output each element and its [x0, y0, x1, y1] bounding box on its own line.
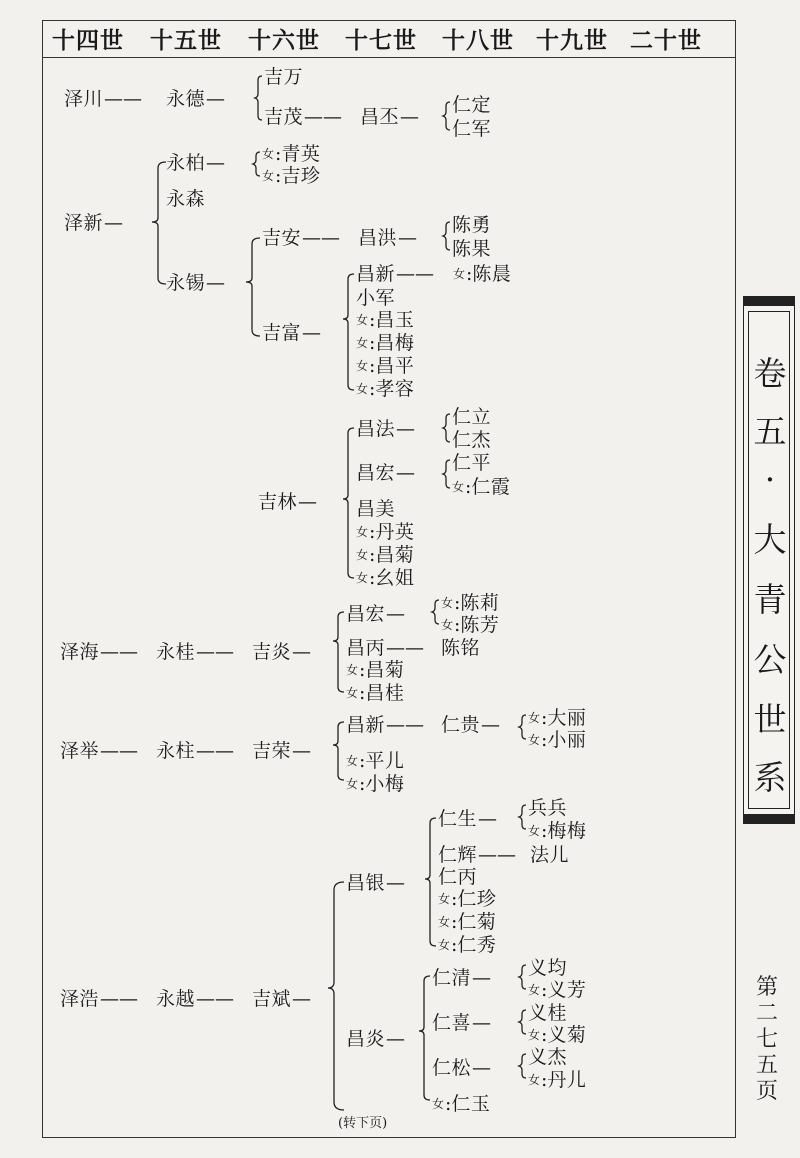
person-entry	[264, 66, 303, 88]
generation-label: 十八世	[442, 28, 514, 54]
person-name: 陈果	[452, 238, 492, 260]
person-name: 昌梅	[375, 332, 415, 354]
person-name: 吉茂	[264, 106, 304, 128]
female-marker: 女	[346, 777, 359, 791]
lineage-connector: —	[206, 88, 226, 110]
person-entry	[441, 592, 499, 614]
female-colon: :	[451, 888, 458, 910]
person-name: 泽川	[64, 88, 104, 110]
person-entry	[438, 866, 477, 888]
lineage-connector: —	[206, 152, 226, 174]
tab-inner-frame	[748, 311, 790, 809]
person-name: 吉林	[258, 491, 298, 513]
person-name: 仁玉	[451, 1093, 491, 1115]
female-colon: :	[465, 476, 472, 498]
female-marker: 女	[356, 336, 369, 350]
tab-top-bar	[743, 296, 795, 306]
side-title-char: 卷	[753, 354, 787, 393]
lineage-connector: ——	[304, 106, 343, 128]
side-title-char: 大	[753, 520, 787, 559]
female-colon: :	[541, 979, 548, 1001]
person-name: 仁秀	[457, 934, 497, 956]
person-name: 昌宏	[356, 462, 396, 484]
person-name: 仁珍	[457, 888, 497, 910]
person-name: 小军	[356, 287, 396, 309]
female-marker: 女	[346, 663, 359, 677]
person-name: 吉珍	[281, 165, 321, 187]
female-colon: :	[454, 614, 461, 636]
female-marker: 女	[346, 686, 359, 700]
generation-label: 十九世	[536, 28, 608, 54]
person-name: 仁清	[432, 967, 472, 989]
person-entry	[252, 988, 311, 1010]
lineage-connector: —	[478, 808, 498, 830]
generation-label: 二十世	[630, 28, 702, 54]
person-name: 昌新	[356, 263, 396, 285]
person-entry	[528, 729, 586, 751]
person-name: 仁立	[452, 406, 492, 428]
person-entry	[262, 322, 321, 344]
person-entry	[252, 641, 311, 663]
person-entry	[356, 287, 395, 309]
lineage-connector: —	[386, 1028, 406, 1050]
female-colon: :	[541, 729, 548, 751]
lineage-connector: —	[481, 714, 501, 736]
person-entry	[64, 212, 123, 234]
person-name: 青英	[281, 143, 321, 165]
lineage-connector: ——	[104, 88, 143, 110]
person-name: 泽浩	[60, 988, 100, 1010]
page-number-char: 二	[755, 1001, 778, 1026]
female-marker: 女	[528, 733, 541, 747]
lineage-connector: —	[386, 872, 406, 894]
female-marker: 女	[262, 169, 275, 183]
person-entry	[432, 1012, 491, 1034]
person-name: 大丽	[547, 707, 587, 729]
person-name: 昌菊	[365, 659, 405, 681]
page-number-char: 第	[755, 975, 778, 1000]
female-marker: 女	[441, 618, 454, 632]
person-name: 永德	[166, 88, 206, 110]
lineage-connector: —	[292, 641, 312, 663]
person-name: 仁松	[432, 1057, 472, 1079]
person-name: 丹儿	[547, 1069, 587, 1091]
person-name: 丹英	[375, 521, 415, 543]
female-colon: :	[541, 1024, 548, 1046]
person-name: 昌银	[346, 872, 386, 894]
female-colon: :	[369, 332, 376, 354]
person-name: 仁贵	[441, 714, 481, 736]
female-marker: 女	[438, 938, 451, 952]
female-marker: 女	[528, 1028, 541, 1042]
person-entry	[252, 740, 311, 762]
female-colon: :	[541, 1069, 548, 1091]
person-name: 昌炎	[346, 1028, 386, 1050]
generation-label: 十四世	[52, 28, 124, 54]
person-name: 吉万	[264, 66, 304, 88]
person-entry	[166, 188, 205, 210]
female-marker: 女	[356, 359, 369, 373]
person-name: 永柱	[156, 740, 196, 762]
person-name: 仁喜	[432, 1012, 472, 1034]
female-colon: :	[451, 911, 458, 933]
person-entry	[528, 707, 586, 729]
lineage-connector: —	[398, 227, 418, 249]
person-name: 吉富	[262, 322, 302, 344]
side-title-char: 五	[753, 412, 787, 451]
female-marker: 女	[452, 480, 465, 494]
person-entry	[528, 820, 586, 842]
lineage-connector: —	[302, 322, 322, 344]
female-colon: :	[275, 143, 282, 165]
generation-label: 十七世	[345, 28, 417, 54]
person-entry	[60, 988, 138, 1010]
person-entry	[528, 1024, 586, 1046]
person-name: 兵兵	[528, 797, 568, 819]
female-colon: :	[369, 567, 376, 589]
female-marker: 女	[438, 892, 451, 906]
female-marker: 女	[528, 711, 541, 725]
person-entry	[346, 682, 404, 704]
person-entry	[346, 659, 404, 681]
female-colon: :	[359, 659, 366, 681]
female-colon: :	[451, 934, 458, 956]
person-entry	[156, 641, 234, 663]
lineage-connector: ——	[100, 988, 139, 1010]
person-entry	[453, 263, 511, 285]
female-marker: 女	[356, 571, 369, 585]
person-name: 吉安	[262, 227, 302, 249]
person-entry	[528, 1002, 567, 1024]
person-entry	[452, 238, 491, 260]
person-entry	[356, 544, 414, 566]
lineage-connector: ——	[196, 988, 235, 1010]
lineage-connector: ——	[196, 641, 235, 663]
person-entry	[452, 406, 491, 428]
person-entry	[441, 637, 480, 659]
person-entry	[438, 934, 496, 956]
person-name: 义均	[528, 957, 568, 979]
lineage-connector: —	[298, 491, 318, 513]
lineage-connector: ——	[386, 637, 425, 659]
person-entry	[528, 979, 586, 1001]
person-entry	[452, 214, 491, 236]
person-entry	[262, 143, 320, 165]
female-colon: :	[369, 378, 376, 400]
person-name: 昌宏	[346, 603, 386, 625]
person-entry	[438, 844, 516, 866]
female-colon: :	[466, 263, 473, 285]
lineage-connector: —	[104, 212, 124, 234]
person-name: 小梅	[365, 773, 405, 795]
person-entry	[358, 227, 417, 249]
person-name: 仁杰	[452, 429, 492, 451]
person-name: 仁军	[452, 118, 492, 140]
female-marker: 女	[528, 1073, 541, 1087]
person-name: 义杰	[528, 1046, 568, 1068]
person-name: 义芳	[547, 979, 587, 1001]
female-colon: :	[369, 544, 376, 566]
female-colon: :	[541, 707, 548, 729]
female-colon: :	[359, 750, 366, 772]
person-entry	[346, 637, 424, 659]
female-marker: 女	[441, 596, 454, 610]
person-name: 永越	[156, 988, 196, 1010]
person-name: 泽新	[64, 212, 104, 234]
lineage-connector: —	[292, 988, 312, 1010]
person-entry	[346, 773, 404, 795]
person-entry	[356, 418, 415, 440]
female-marker: 女	[528, 824, 541, 838]
female-colon: :	[369, 355, 376, 377]
side-title-char: 世	[753, 700, 787, 739]
person-entry	[356, 355, 414, 377]
person-entry	[156, 988, 234, 1010]
person-name: 永森	[166, 188, 206, 210]
side-title-char: 公	[753, 640, 787, 679]
person-name: 昌丙	[346, 637, 386, 659]
lineage-connector: —	[292, 740, 312, 762]
person-name: 昌美	[356, 498, 396, 520]
female-marker: 女	[432, 1097, 445, 1111]
side-title-char: 青	[753, 580, 787, 619]
person-name: 吉斌	[252, 988, 292, 1010]
person-name: 仁辉	[438, 844, 478, 866]
person-entry	[432, 1057, 491, 1079]
person-name: 泽举	[60, 740, 100, 762]
person-name: 仁生	[438, 808, 478, 830]
person-entry	[262, 227, 340, 249]
lineage-connector: ——	[386, 714, 425, 736]
person-entry	[156, 740, 234, 762]
person-entry	[64, 88, 142, 110]
person-entry	[441, 714, 500, 736]
person-name: 昌新	[346, 714, 386, 736]
person-entry	[360, 106, 419, 128]
person-entry	[356, 378, 414, 400]
person-name: 昌洪	[358, 227, 398, 249]
lineage-connector: —	[206, 272, 226, 294]
female-colon: :	[445, 1093, 452, 1115]
female-colon: :	[275, 165, 282, 187]
female-marker: 女	[262, 147, 275, 161]
person-entry	[452, 476, 510, 498]
person-entry	[530, 844, 569, 866]
person-entry	[346, 1028, 405, 1050]
lineage-connector: —	[396, 462, 416, 484]
female-marker: 女	[453, 267, 466, 281]
female-marker: 女	[346, 754, 359, 768]
lineage-connector: ——	[196, 740, 235, 762]
person-name: 孝容	[375, 378, 415, 400]
person-name: 昌菊	[375, 544, 415, 566]
person-name: 昌平	[375, 355, 415, 377]
person-name: 幺姐	[375, 567, 415, 589]
person-name: 昌玉	[375, 309, 415, 331]
person-name: 法儿	[530, 844, 570, 866]
person-entry	[346, 603, 405, 625]
person-name: 昌丕	[360, 106, 400, 128]
person-entry	[438, 888, 496, 910]
page-number-char: 页	[755, 1079, 778, 1104]
person-name: 永锡	[166, 272, 206, 294]
page-number	[741, 975, 793, 1105]
person-entry	[166, 272, 225, 294]
person-name: 平儿	[365, 750, 405, 772]
person-entry	[166, 88, 225, 110]
person-name: 仁定	[452, 94, 492, 116]
person-name: 梅梅	[547, 820, 587, 842]
lineage-connector: ——	[100, 740, 139, 762]
female-marker: 女	[528, 983, 541, 997]
generation-label: 十六世	[248, 28, 320, 54]
person-entry	[432, 1093, 490, 1115]
person-entry	[438, 808, 497, 830]
person-name: 仁霞	[471, 476, 511, 498]
volume-title-tab	[743, 296, 795, 824]
person-name: 永桂	[156, 641, 196, 663]
person-entry	[528, 1069, 586, 1091]
person-entry	[346, 714, 424, 736]
lineage-connector: ——	[396, 263, 435, 285]
female-marker: 女	[356, 548, 369, 562]
person-name: 仁菊	[457, 911, 497, 933]
person-entry	[356, 309, 414, 331]
lineage-connector: —	[472, 1012, 492, 1034]
person-name: 陈芳	[460, 614, 500, 636]
person-name: 仁丙	[438, 866, 478, 888]
person-name: 永柏	[166, 152, 206, 174]
person-name: 陈晨	[472, 263, 512, 285]
person-name: 昌桂	[365, 682, 405, 704]
person-entry	[258, 491, 317, 513]
person-name: 小丽	[547, 729, 587, 751]
person-entry	[356, 332, 414, 354]
generation-label: 十五世	[150, 28, 222, 54]
person-name: 陈莉	[460, 592, 500, 614]
person-name: 泽海	[60, 641, 100, 663]
lineage-connector: ——	[100, 641, 139, 663]
tab-bottom-bar	[743, 814, 795, 824]
person-entry	[452, 94, 491, 116]
person-entry	[356, 462, 415, 484]
female-colon: :	[359, 682, 366, 704]
lineage-connector: —	[396, 418, 416, 440]
person-entry	[356, 263, 434, 285]
person-entry	[528, 957, 567, 979]
person-name: 吉荣	[252, 740, 292, 762]
person-entry	[346, 750, 404, 772]
person-name: 义菊	[547, 1024, 587, 1046]
female-colon: :	[369, 309, 376, 331]
person-entry	[438, 911, 496, 933]
female-colon: :	[541, 820, 548, 842]
page-number-char: 七	[755, 1027, 778, 1052]
lineage-connector: —	[386, 603, 406, 625]
person-name: 陈铭	[441, 637, 481, 659]
person-name: 昌法	[356, 418, 396, 440]
person-entry	[452, 429, 491, 451]
lineage-connector: —	[400, 106, 420, 128]
female-colon: :	[369, 521, 376, 543]
person-entry	[432, 967, 491, 989]
person-name: 吉炎	[252, 641, 292, 663]
person-name: 仁平	[452, 452, 492, 474]
person-entry	[166, 152, 225, 174]
female-marker: 女	[356, 313, 369, 327]
female-colon: :	[454, 592, 461, 614]
person-entry	[60, 641, 138, 663]
person-name: 陈勇	[452, 214, 492, 236]
female-marker: 女	[356, 382, 369, 396]
female-colon: :	[359, 773, 366, 795]
person-entry	[60, 740, 138, 762]
side-title-char: ·	[764, 460, 776, 499]
continued-note: (转下页)	[338, 1116, 388, 1131]
lineage-connector: —	[472, 1057, 492, 1079]
person-entry	[356, 521, 414, 543]
person-entry	[452, 452, 491, 474]
female-marker: 女	[356, 525, 369, 539]
person-entry	[264, 106, 342, 128]
person-name: 义桂	[528, 1002, 568, 1024]
page-number-char: 五	[755, 1053, 778, 1078]
person-entry	[528, 1046, 567, 1068]
lineage-connector: —	[472, 967, 492, 989]
lineage-connector: ——	[478, 844, 517, 866]
lineage-connector: ——	[302, 227, 341, 249]
person-entry	[262, 165, 320, 187]
person-entry	[528, 797, 567, 819]
person-entry	[356, 498, 395, 520]
person-entry	[356, 567, 414, 589]
female-marker: 女	[438, 915, 451, 929]
person-entry	[441, 614, 499, 636]
person-entry	[452, 118, 491, 140]
person-entry	[346, 872, 405, 894]
side-title-char: 系	[753, 758, 787, 797]
